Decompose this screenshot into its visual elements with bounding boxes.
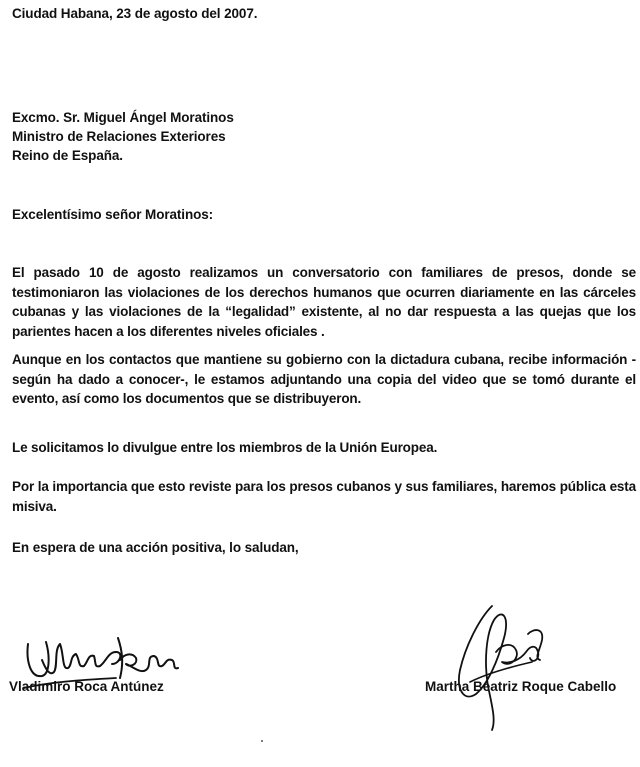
scan-speck <box>261 740 263 742</box>
salutation: Excelentísimo señor Moratinos: <box>12 207 214 222</box>
signatory-right-name: Martha Beatriz Roque Cabello <box>425 679 617 694</box>
closing: En espera de una acción positiva, lo saludan, <box>12 540 299 555</box>
paragraph-1: El pasado 10 de agosto realizamos un conversatorio con familiares de presos, donde se testimoniaron las violaciones de los derechos humanos que ocurren diariamente en las cárceles cubanas y las violaciones de la “legalidad” existente, al no dar respuesta a las quejas que los parientes hacen a los diferentes niveles oficiales . <box>12 265 636 339</box>
signature-right <box>440 598 560 738</box>
paragraph-2: Aunque en los contactos que mantiene su gobierno con la dictadura cubana, recibe información -según ha dado a conocer-, le estamos adjuntando una copia del video que se tomó durante el evento, así como los documentos que se distribuyeron. <box>12 352 636 406</box>
paragraph-4: Por la importancia que esto reviste para los presos cubanos y sus familiares, haremos pública esta misiva. <box>12 479 636 514</box>
recipient-name: Excmo. Sr. Miguel Ángel Moratinos <box>12 110 234 125</box>
recipient-country: Reino de España. <box>12 148 123 163</box>
recipient-title: Ministro de Relaciones Exteriores <box>12 129 226 144</box>
place-date: Ciudad Habana, 23 de agosto del 2007. <box>12 6 258 21</box>
paragraph-3: Le solicitamos lo divulgue entre los miembros de la Unión Europea. <box>12 440 438 455</box>
signatory-left-name: Vladimiro Roca Antúnez <box>9 679 164 694</box>
